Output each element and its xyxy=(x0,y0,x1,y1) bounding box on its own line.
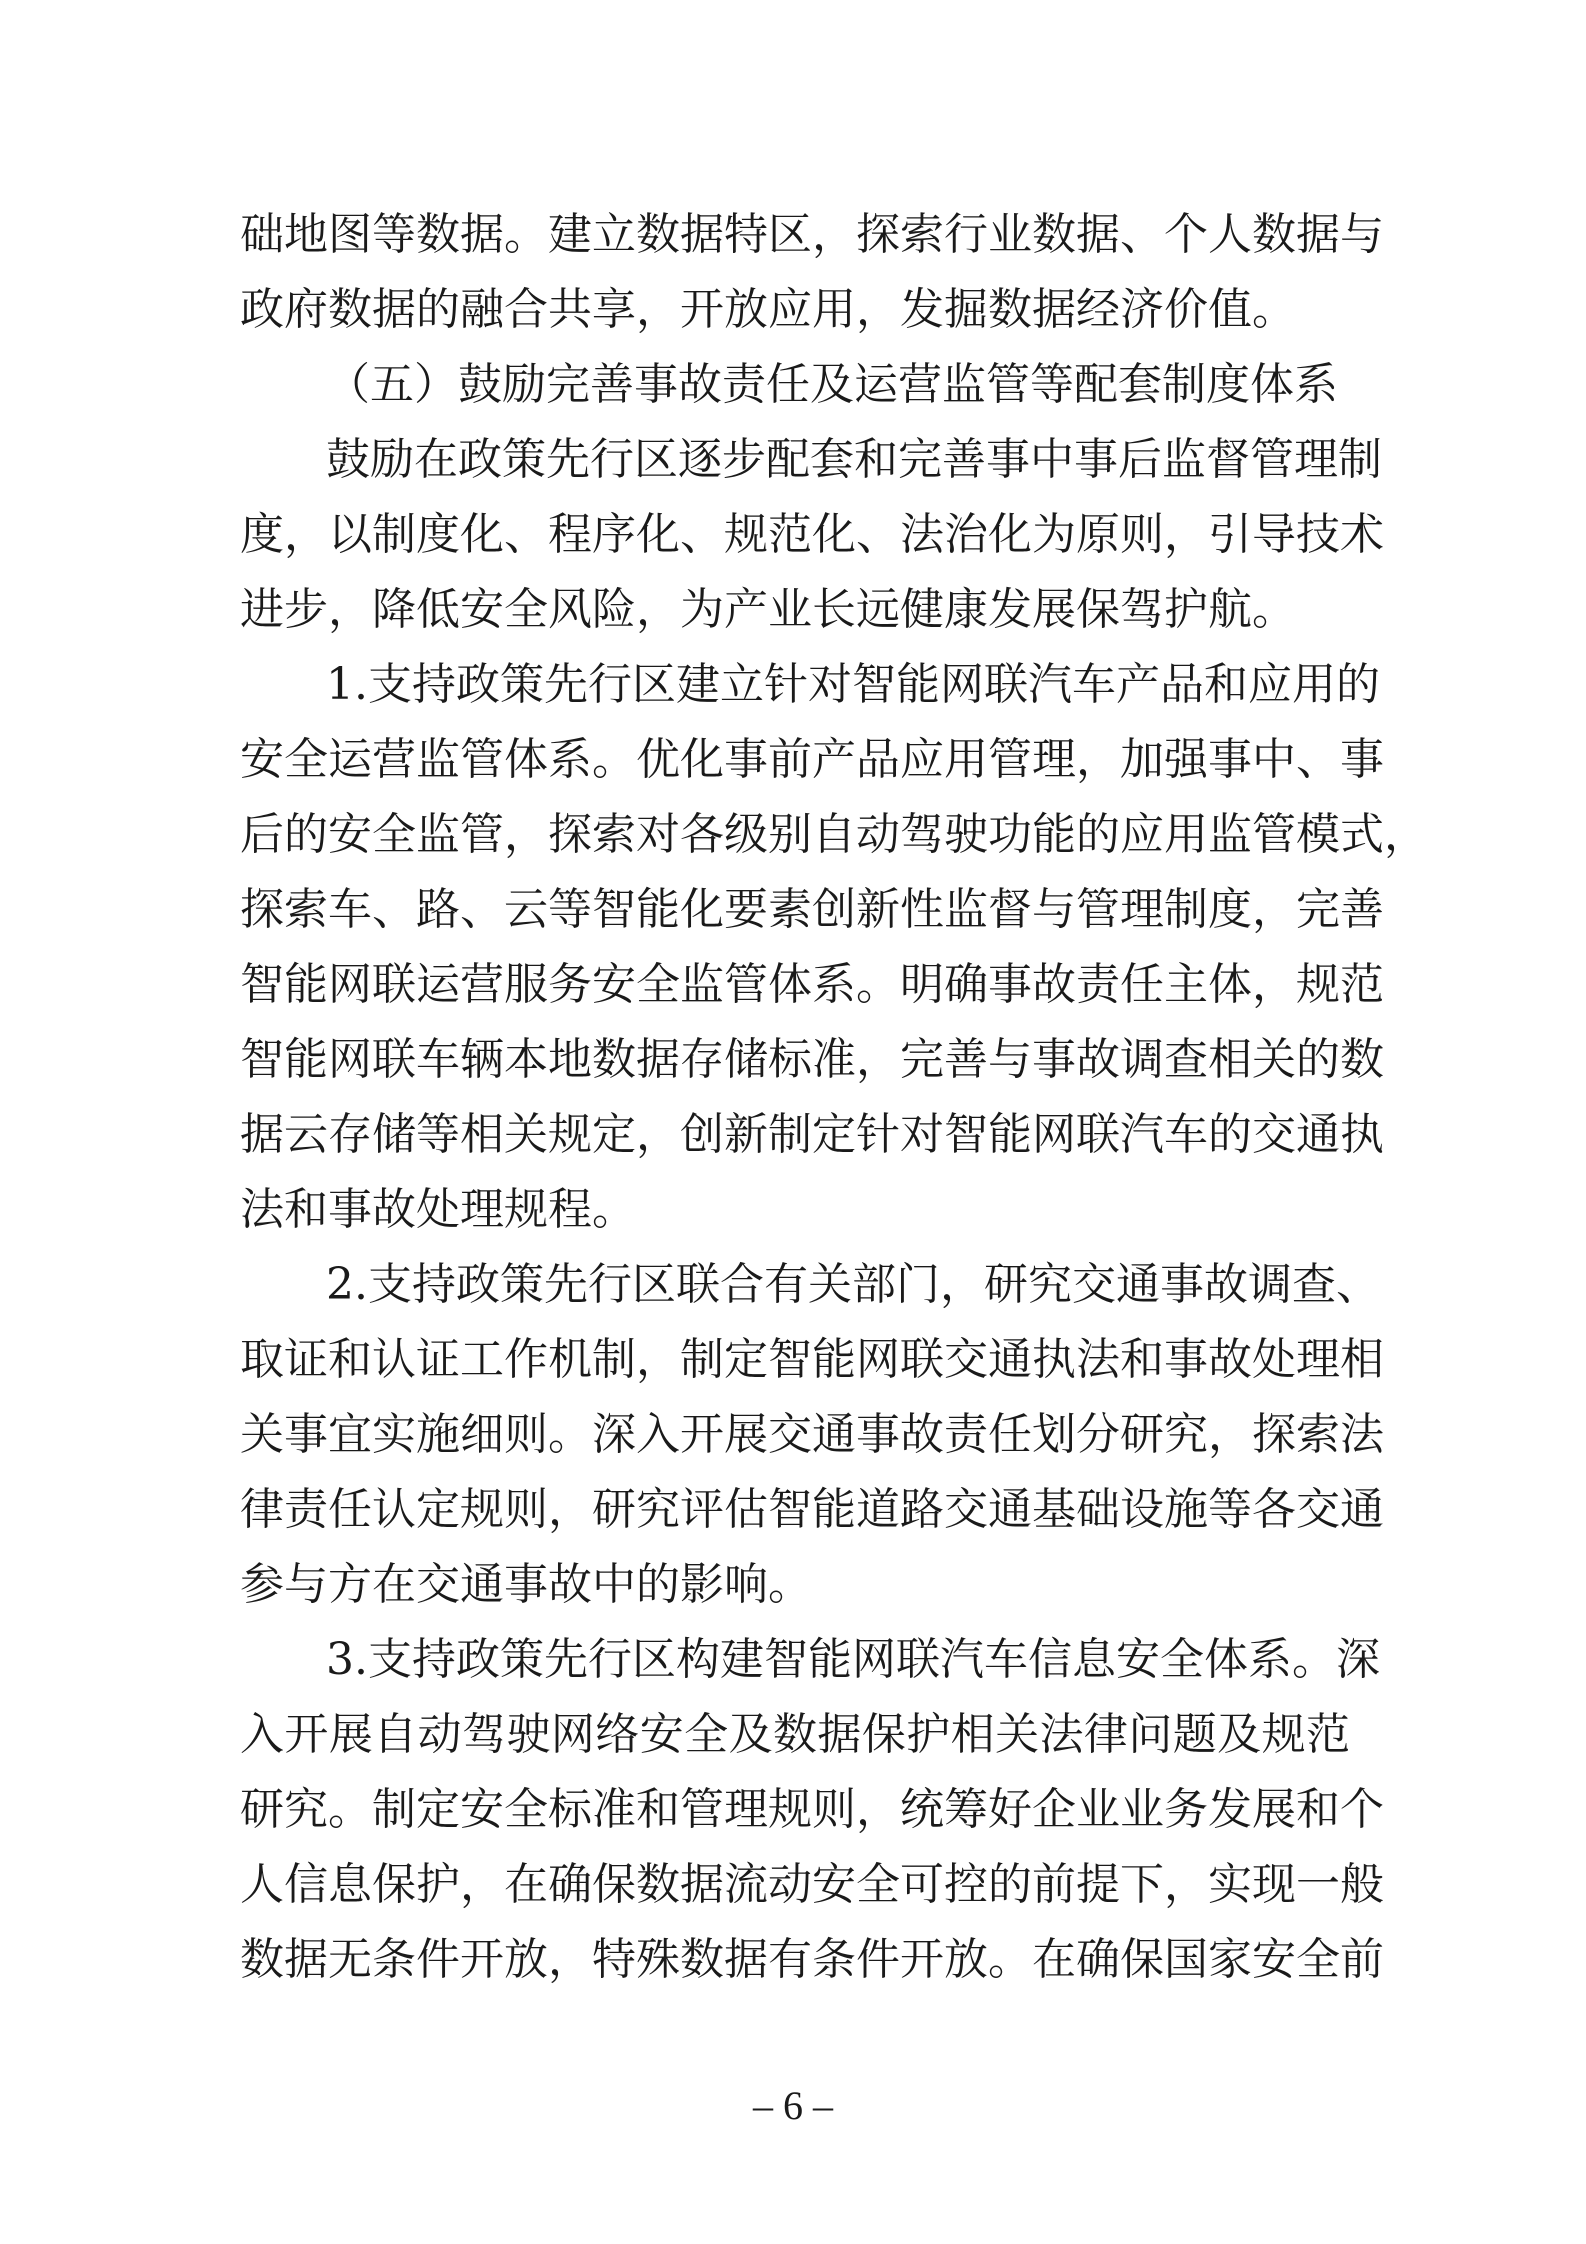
text-line: 人信息保护，在确保数据流动安全可控的前提下，实现一般 xyxy=(240,1859,1384,1910)
text-line: 据云存储等相关规定，创新制定针对智能网联汽车的交通执 xyxy=(240,1109,1384,1160)
text-line: 安全运营监管体系。优化事前产品应用管理，加强事中、事 xyxy=(240,734,1384,785)
section-heading: （五）鼓励完善事故责任及运营监管等配套制度体系 xyxy=(326,359,1338,410)
text-line: 进步，降低安全风险，为产业长远健康发展保驾护航。 xyxy=(240,584,1296,635)
text-line: 智能网联运营服务安全监管体系。明确事故责任主体，规范 xyxy=(240,959,1384,1010)
text-line: 法和事故处理规程。 xyxy=(240,1184,636,1235)
text-line: 础地图等数据。建立数据特区，探索行业数据、个人数据与 xyxy=(240,209,1384,260)
text-line: 3.支持政策先行区构建智能网联汽车信息安全体系。深 xyxy=(326,1634,1380,1685)
text-line: 鼓励在政策先行区逐步配套和完善事中事后监督管理制 xyxy=(326,434,1382,485)
text-line: 政府数据的融合共享，开放应用，发掘数据经济价值。 xyxy=(240,284,1296,335)
text-line: 入开展自动驾驶网络安全及数据保护相关法律问题及规范 xyxy=(240,1709,1350,1760)
text-line: 2.支持政策先行区联合有关部门，研究交通事故调查、 xyxy=(326,1259,1380,1310)
text-line: 研究。制定安全标准和管理规则，统筹好企业业务发展和个 xyxy=(240,1784,1384,1835)
text-line: 关事宜实施细则。深入开展交通事故责任划分研究，探索法 xyxy=(240,1409,1384,1460)
text-line: 参与方在交通事故中的影响。 xyxy=(240,1559,812,1610)
text-line: 取证和认证工作机制，制定智能网联交通执法和事故处理相 xyxy=(240,1334,1384,1385)
text-line: 后的安全监管，探索对各级别自动驾驶功能的应用监管模式， xyxy=(240,809,1428,860)
text-line: 数据无条件开放，特殊数据有条件开放。在确保国家安全前 xyxy=(240,1934,1384,1985)
text-line: 探索车、路、云等智能化要素创新性监督与管理制度，完善 xyxy=(240,884,1384,935)
text-line: 1.支持政策先行区建立针对智能网联汽车产品和应用的 xyxy=(326,659,1380,710)
page-number: – 6 – xyxy=(753,2083,833,2128)
text-line: 智能网联车辆本地数据存储标准，完善与事故调查相关的数 xyxy=(240,1034,1384,1085)
text-line: 律责任认定规则，研究评估智能道路交通基础设施等各交通 xyxy=(240,1484,1384,1535)
text-line: 度，以制度化、程序化、规范化、法治化为原则，引导技术 xyxy=(240,509,1384,560)
